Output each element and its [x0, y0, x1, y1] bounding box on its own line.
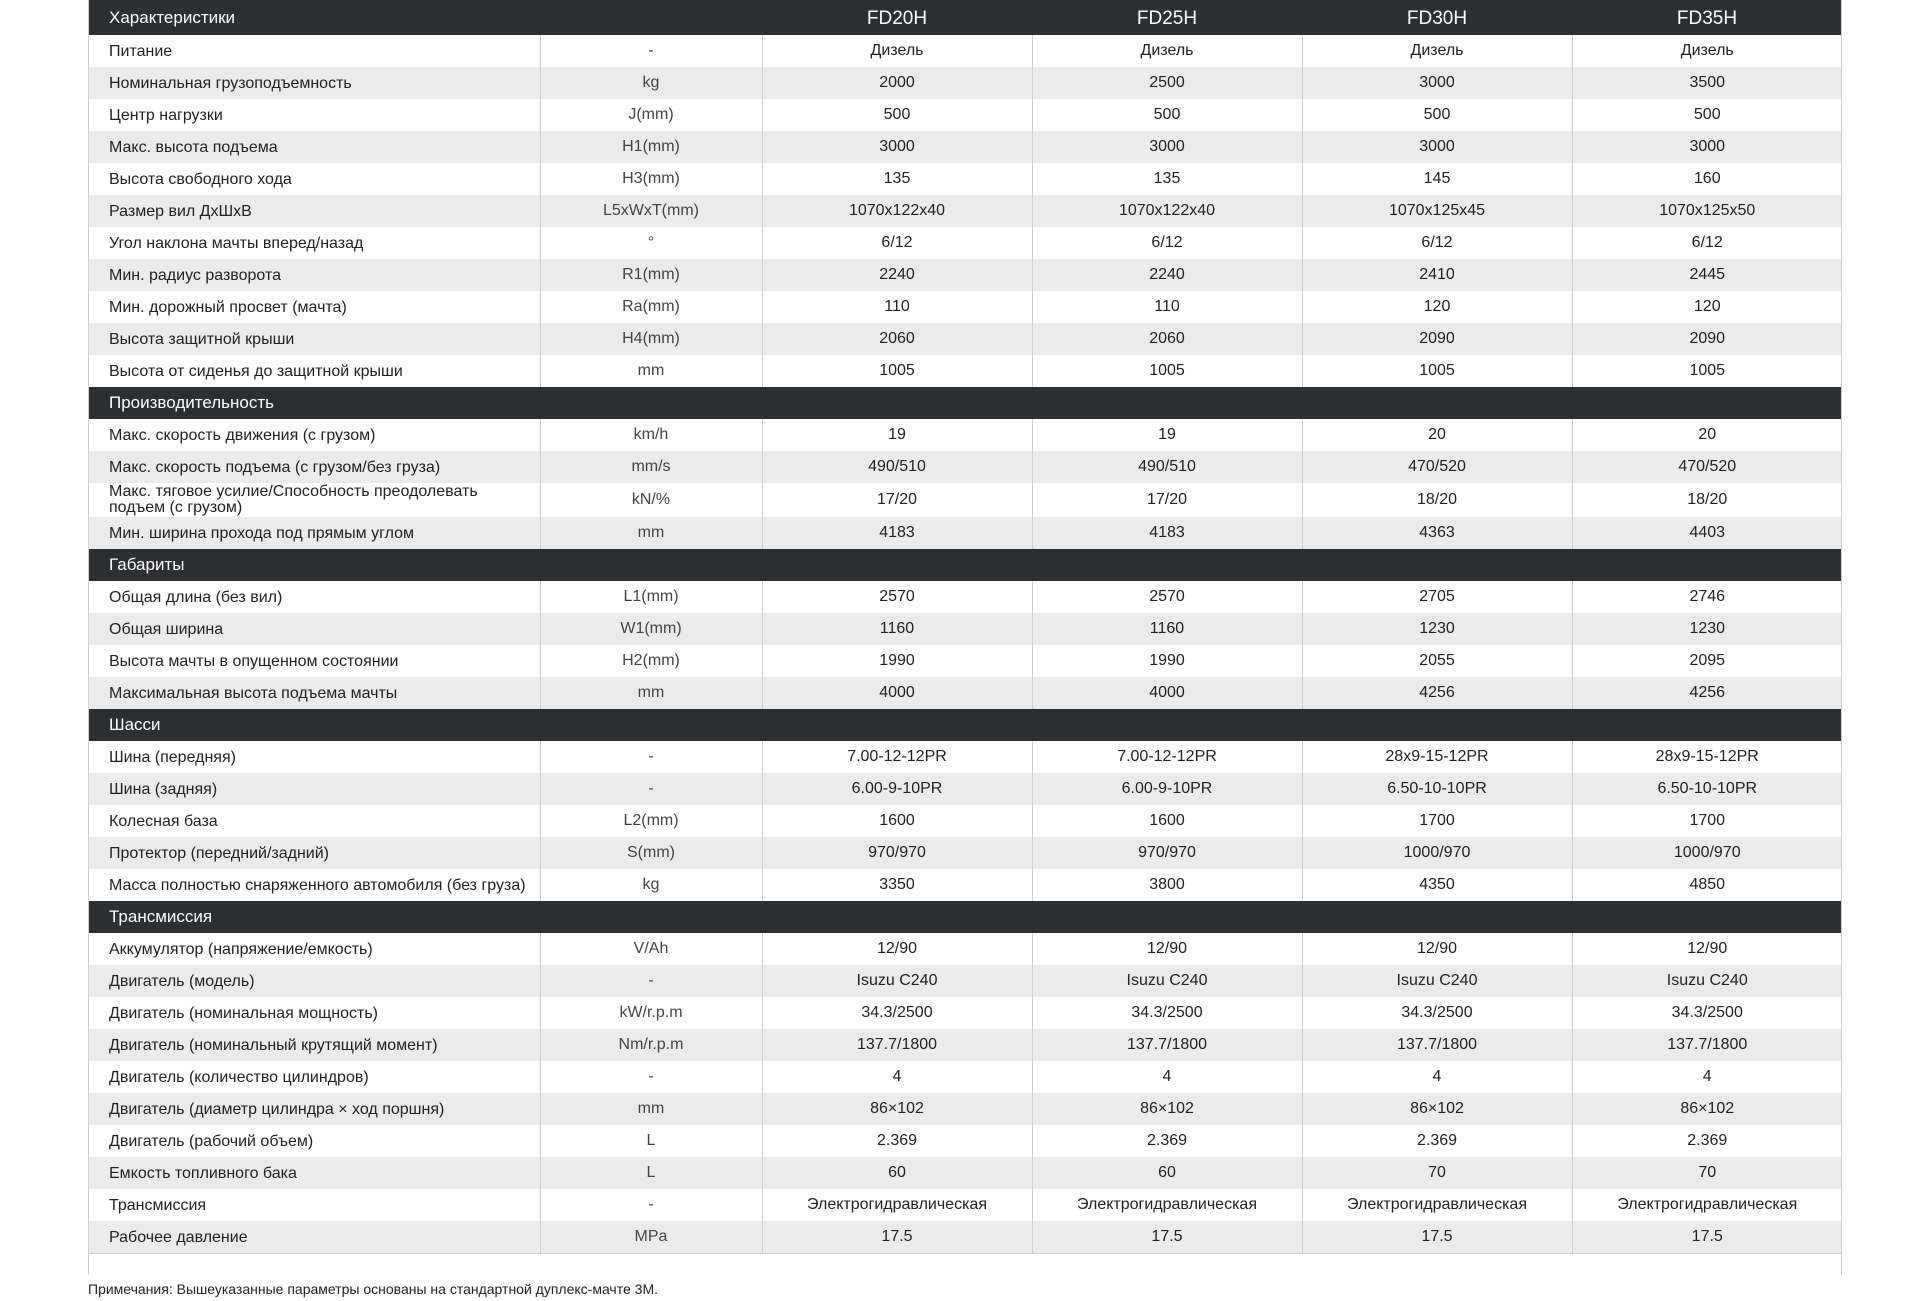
parameter-value: 1000/970 — [1302, 837, 1572, 869]
parameter-value: 160 — [1572, 163, 1842, 195]
parameter-value: 6/12 — [762, 227, 1032, 259]
parameter-name: Центр нагрузки — [109, 106, 223, 124]
parameter-value: 1700 — [1302, 805, 1572, 837]
section-header-row — [88, 549, 1842, 581]
parameter-value: 1005 — [1032, 355, 1302, 387]
parameter-value: 19 — [1032, 419, 1302, 451]
parameter-value: 490/510 — [1032, 451, 1302, 483]
parameter-name: Общая длина (без вил) — [109, 588, 283, 606]
parameter-value: 1160 — [1032, 613, 1302, 645]
parameter-value: 1070x122x40 — [762, 195, 1032, 227]
parameter-value: 3350 — [762, 869, 1032, 901]
parameter-value: 500 — [1302, 99, 1572, 131]
parameter-unit: km/h — [540, 419, 762, 451]
parameter-unit: L1(mm) — [540, 581, 762, 613]
footnote: Примечания: Вышеуказанные параметры основаны на стандартной дуплекс-мачте 3M. — [88, 1281, 658, 1297]
table-row — [88, 837, 1842, 869]
parameter-value: 500 — [1032, 99, 1302, 131]
table-row — [88, 581, 1842, 613]
table-row — [88, 163, 1842, 195]
parameter-value: 7.00-12-12PR — [762, 741, 1032, 773]
parameter-value: 2.369 — [1572, 1125, 1842, 1157]
parameter-value: 4850 — [1572, 869, 1842, 901]
parameter-value: 86×102 — [1032, 1093, 1302, 1125]
parameter-name: Общая ширина — [88, 613, 540, 645]
parameter-value: 19 — [762, 419, 1032, 451]
parameter-name: Макс. скорость подъема (с грузом/без груза) — [88, 451, 540, 483]
parameter-value: 1990 — [762, 645, 1032, 677]
parameter-name: Двигатель (диаметр цилиндра × ход поршня) — [88, 1093, 540, 1125]
parameter-value: 135 — [762, 163, 1032, 195]
parameter-value: 70 — [1302, 1157, 1572, 1189]
parameter-value: 2055 — [1302, 645, 1572, 677]
parameter-value: 1700 — [1572, 805, 1842, 837]
table-row — [88, 35, 1842, 67]
parameter-value: 6.50-10-10PR — [1572, 773, 1842, 805]
parameter-value: 2410 — [1302, 259, 1572, 291]
section-title: Габариты — [88, 549, 1842, 581]
parameter-value: 2060 — [762, 323, 1032, 355]
parameter-name: Трансмиссия — [109, 1196, 207, 1214]
parameter-value: 120 — [1302, 291, 1572, 323]
parameter-value: 1160 — [762, 613, 1032, 645]
parameter-value: 34.3/2500 — [1302, 997, 1572, 1029]
header-unit-spacer — [540, 0, 762, 35]
table-row — [88, 613, 1842, 645]
table-row — [88, 99, 1842, 131]
table-row — [88, 741, 1842, 773]
parameter-name: Макс. высота подъема — [88, 131, 540, 163]
parameter-value: 2746 — [1572, 581, 1842, 613]
parameter-unit: mm — [540, 355, 762, 387]
parameter-value: 137.7/1800 — [1032, 1029, 1302, 1061]
parameter-value: Электрогидравлическая — [1032, 1189, 1302, 1221]
parameter-unit: - — [540, 1061, 762, 1093]
parameter-value: 17/20 — [762, 483, 1032, 517]
table-row — [88, 259, 1842, 291]
parameter-name: Максимальная высота подъема мачты — [88, 677, 540, 709]
section-title: Шасси — [88, 709, 1842, 741]
parameter-value: 137.7/1800 — [1302, 1029, 1572, 1061]
table-row — [88, 933, 1842, 965]
parameter-value: 1070x122x40 — [1032, 195, 1302, 227]
model-header: FD35H — [1572, 0, 1842, 35]
parameter-unit: W1(mm) — [540, 613, 762, 645]
parameter-value: 34.3/2500 — [1572, 997, 1842, 1029]
section-header-row — [88, 901, 1842, 933]
parameter-value: 4 — [762, 1061, 1032, 1093]
table-row — [88, 1125, 1842, 1157]
parameter-name: Угол наклона мачты вперед/назад — [109, 234, 364, 252]
parameter-value: 490/510 — [762, 451, 1032, 483]
parameter-unit: MPa — [540, 1221, 762, 1254]
parameter-value: 2445 — [1572, 259, 1842, 291]
parameter-name: Двигатель (количество цилиндров) — [109, 1068, 369, 1086]
table-row — [88, 291, 1842, 323]
parameter-value: 60 — [762, 1157, 1032, 1189]
parameter-value: Дизель — [762, 35, 1032, 67]
parameter-unit: - — [540, 741, 762, 773]
parameter-value: 1230 — [1302, 613, 1572, 645]
parameter-value: Дизель — [1032, 35, 1302, 67]
parameter-name: Мин. радиус разворота — [88, 259, 540, 291]
parameter-name: Высота от сиденья до защитной крыши — [109, 362, 403, 380]
table-header-row — [88, 0, 1842, 35]
parameter-value: 17.5 — [1572, 1221, 1842, 1254]
table-row — [88, 419, 1842, 451]
parameter-name: Емкость топливного бака — [88, 1157, 540, 1189]
parameter-value: 4 — [1032, 1061, 1302, 1093]
parameter-value: Дизель — [1572, 35, 1842, 67]
parameter-name: Макс. скорость движения (с грузом) — [109, 426, 376, 444]
parameter-name: Номинальная грузоподъемность — [88, 67, 540, 99]
parameter-name: Протектор (передний/задний) — [88, 837, 540, 869]
table-row — [88, 645, 1842, 677]
parameter-value: 3000 — [1302, 67, 1572, 99]
parameter-value: 2240 — [1032, 259, 1302, 291]
parameter-name: Размер вил ДхШхВ — [88, 195, 540, 227]
parameter-value: 6.00-9-10PR — [1032, 773, 1302, 805]
parameter-name: Масса полностью снаряженного автомобиля (без груза) — [109, 876, 526, 894]
parameter-value: 28x9-15-12PR — [1302, 741, 1572, 773]
parameter-value: 4350 — [1302, 869, 1572, 901]
parameter-value: 4183 — [762, 517, 1032, 549]
parameter-unit: H2(mm) — [540, 645, 762, 677]
table-row — [88, 483, 1842, 517]
parameter-value: 110 — [762, 291, 1032, 323]
parameter-value: 970/970 — [762, 837, 1032, 869]
parameter-value: 470/520 — [1302, 451, 1572, 483]
parameter-value: 86×102 — [762, 1093, 1032, 1125]
parameter-value: 2240 — [762, 259, 1032, 291]
parameter-value: 20 — [1302, 419, 1572, 451]
parameter-name: Макс. тяговое усилие/Способность преодолевать подъем (с грузом) — [109, 483, 478, 516]
parameter-unit: R1(mm) — [540, 259, 762, 291]
parameter-name: Двигатель (модель) — [88, 965, 540, 997]
parameter-value: 500 — [1572, 99, 1842, 131]
parameter-value: 4256 — [1572, 677, 1842, 709]
parameter-value: 17.5 — [762, 1221, 1032, 1254]
parameter-unit: - — [540, 1189, 762, 1221]
table-row — [88, 1189, 1842, 1221]
parameter-name: Высота мачты в опущенном состоянии — [109, 652, 399, 670]
parameter-value: 1230 — [1572, 613, 1842, 645]
parameter-value: Дизель — [1302, 35, 1572, 67]
parameter-value: 1005 — [1302, 355, 1572, 387]
table-row — [88, 805, 1842, 837]
parameter-value: 17.5 — [1302, 1221, 1572, 1254]
parameter-value: 3000 — [762, 131, 1032, 163]
section-header-row — [88, 387, 1842, 419]
parameter-value: Электрогидравлическая — [1572, 1189, 1842, 1221]
parameter-name: Высота свободного хода — [109, 170, 292, 188]
parameter-value: 3800 — [1032, 869, 1302, 901]
table-row — [88, 1221, 1842, 1254]
model-header: FD30H — [1302, 0, 1572, 35]
parameter-value: 7.00-12-12PR — [1032, 741, 1302, 773]
table-row — [88, 131, 1842, 163]
parameter-value: 17.5 — [1032, 1221, 1302, 1254]
parameter-name: Мин. ширина прохода под прямым углом — [88, 517, 540, 549]
parameter-value: 86×102 — [1302, 1093, 1572, 1125]
model-header: FD25H — [1032, 0, 1302, 35]
parameter-value: 3500 — [1572, 67, 1842, 99]
parameter-value: 137.7/1800 — [1572, 1029, 1842, 1061]
parameter-unit: Nm/r.p.m — [540, 1029, 762, 1061]
parameter-value: 4256 — [1302, 677, 1572, 709]
parameter-value: 120 — [1572, 291, 1842, 323]
parameter-value: 1070x125x45 — [1302, 195, 1572, 227]
parameter-value: 6/12 — [1302, 227, 1572, 259]
table-row — [88, 965, 1842, 997]
parameter-value: 135 — [1032, 163, 1302, 195]
parameter-value: 34.3/2500 — [762, 997, 1032, 1029]
parameter-value: 6.00-9-10PR — [762, 773, 1032, 805]
table-row — [88, 227, 1842, 259]
parameter-name: Аккумулятор (напряжение/емкость) — [109, 940, 373, 958]
parameter-value: 60 — [1032, 1157, 1302, 1189]
parameter-unit: kN/% — [540, 483, 762, 517]
parameter-value: 12/90 — [1302, 933, 1572, 965]
parameter-value: 6.50-10-10PR — [1302, 773, 1572, 805]
parameter-unit: H4(mm) — [540, 323, 762, 355]
parameter-value: Электрогидравлическая — [1302, 1189, 1572, 1221]
parameter-value: 2090 — [1302, 323, 1572, 355]
parameter-value: 2570 — [1032, 581, 1302, 613]
parameter-unit: - — [540, 773, 762, 805]
parameter-value: 18/20 — [1572, 483, 1842, 517]
parameter-unit: L — [540, 1125, 762, 1157]
parameter-unit: kg — [540, 869, 762, 901]
parameter-value: Isuzu C240 — [762, 965, 1032, 997]
table-row — [88, 451, 1842, 483]
parameter-name: Рабочее давление — [88, 1221, 540, 1254]
parameter-unit: mm — [540, 517, 762, 549]
table-row — [88, 195, 1842, 227]
parameter-value: 1000/970 — [1572, 837, 1842, 869]
parameter-value: 2570 — [762, 581, 1032, 613]
parameter-name: Шина (передняя) — [109, 748, 236, 766]
parameter-unit: L2(mm) — [540, 805, 762, 837]
parameter-value: Isuzu C240 — [1572, 965, 1842, 997]
parameter-value: 6/12 — [1032, 227, 1302, 259]
parameter-unit: - — [540, 965, 762, 997]
parameter-value: 1070x125x50 — [1572, 195, 1842, 227]
parameter-value: 4183 — [1032, 517, 1302, 549]
parameter-value: 2095 — [1572, 645, 1842, 677]
parameter-unit: J(mm) — [540, 99, 762, 131]
parameter-value: 137.7/1800 — [762, 1029, 1032, 1061]
parameter-unit: S(mm) — [540, 837, 762, 869]
parameter-name: Высота защитной крыши — [88, 323, 540, 355]
parameter-value: 12/90 — [1032, 933, 1302, 965]
model-header: FD20H — [762, 0, 1032, 35]
parameter-value: Электрогидравлическая — [762, 1189, 1032, 1221]
parameter-unit: kg — [540, 67, 762, 99]
parameter-value: 3000 — [1032, 131, 1302, 163]
parameter-value: 17/20 — [1032, 483, 1302, 517]
table-row — [88, 1061, 1842, 1093]
parameter-value: 2090 — [1572, 323, 1842, 355]
parameter-value: 970/970 — [1032, 837, 1302, 869]
parameter-value: Isuzu C240 — [1302, 965, 1572, 997]
parameter-unit: mm/s — [540, 451, 762, 483]
parameter-name: Мин. дорожный просвет (мачта) — [109, 298, 347, 316]
table-row — [88, 517, 1842, 549]
parameter-value: 3000 — [1302, 131, 1572, 163]
parameter-name: Двигатель (рабочий объем) — [109, 1132, 314, 1150]
table-row — [88, 323, 1842, 355]
table-row — [88, 677, 1842, 709]
parameter-value: 4 — [1302, 1061, 1572, 1093]
header-title: Характеристики — [88, 0, 540, 35]
parameter-unit: Ra(mm) — [540, 291, 762, 323]
table-row — [88, 869, 1842, 901]
table-row — [88, 1029, 1842, 1061]
parameter-name: Двигатель (номинальная мощность) — [109, 1004, 378, 1022]
parameter-unit: H1(mm) — [540, 131, 762, 163]
parameter-value: 110 — [1032, 291, 1302, 323]
parameter-value: 2000 — [762, 67, 1032, 99]
parameter-value: 2.369 — [1302, 1125, 1572, 1157]
parameter-value: 2705 — [1302, 581, 1572, 613]
table-row — [88, 67, 1842, 99]
parameter-unit: L5xWxT(mm) — [540, 195, 762, 227]
section-title: Трансмиссия — [88, 901, 1842, 933]
parameter-name: Питание — [109, 42, 173, 60]
parameter-value: 1600 — [1032, 805, 1302, 837]
parameter-value: 12/90 — [762, 933, 1032, 965]
parameter-unit: - — [540, 35, 762, 67]
parameter-name: Двигатель (номинальный крутящий момент) — [88, 1029, 540, 1061]
parameter-value: 20 — [1572, 419, 1842, 451]
parameter-value: 86×102 — [1572, 1093, 1842, 1125]
parameter-value: 4000 — [1032, 677, 1302, 709]
parameter-value: 1005 — [1572, 355, 1842, 387]
section-title: Производительность — [88, 387, 1842, 419]
parameter-value: 4 — [1572, 1061, 1842, 1093]
parameter-value: 12/90 — [1572, 933, 1842, 965]
parameter-value: 18/20 — [1302, 483, 1572, 517]
parameter-value: Isuzu C240 — [1032, 965, 1302, 997]
parameter-value: 2500 — [1032, 67, 1302, 99]
parameter-value: 4000 — [762, 677, 1032, 709]
parameter-unit: mm — [540, 1093, 762, 1125]
section-header-row — [88, 709, 1842, 741]
parameter-value: 470/520 — [1572, 451, 1842, 483]
parameter-unit: mm — [540, 677, 762, 709]
table-row — [88, 1157, 1842, 1189]
parameter-unit: V/Ah — [540, 933, 762, 965]
parameter-value: 2.369 — [762, 1125, 1032, 1157]
parameter-value: 2060 — [1032, 323, 1302, 355]
parameter-value: 4363 — [1302, 517, 1572, 549]
parameter-value: 500 — [762, 99, 1032, 131]
parameter-name: Колесная база — [109, 812, 218, 830]
table-row — [88, 1093, 1842, 1125]
parameter-value: 6/12 — [1572, 227, 1842, 259]
parameter-value: 145 — [1302, 163, 1572, 195]
parameter-unit: L — [540, 1157, 762, 1189]
parameter-value: 2.369 — [1032, 1125, 1302, 1157]
spec-table — [88, 0, 1842, 1254]
parameter-unit: ° — [540, 227, 762, 259]
table-row — [88, 773, 1842, 805]
parameter-value: 28x9-15-12PR — [1572, 741, 1842, 773]
parameter-unit: kW/r.p.m — [540, 997, 762, 1029]
parameter-name: Шина (задняя) — [88, 773, 540, 805]
table-row — [88, 997, 1842, 1029]
parameter-value: 70 — [1572, 1157, 1842, 1189]
parameter-value: 1990 — [1032, 645, 1302, 677]
parameter-value: 4403 — [1572, 517, 1842, 549]
table-row — [88, 355, 1842, 387]
parameter-value: 1600 — [762, 805, 1032, 837]
parameter-value: 1005 — [762, 355, 1032, 387]
parameter-value: 3000 — [1572, 131, 1842, 163]
parameter-value: 34.3/2500 — [1032, 997, 1302, 1029]
parameter-unit: H3(mm) — [540, 163, 762, 195]
